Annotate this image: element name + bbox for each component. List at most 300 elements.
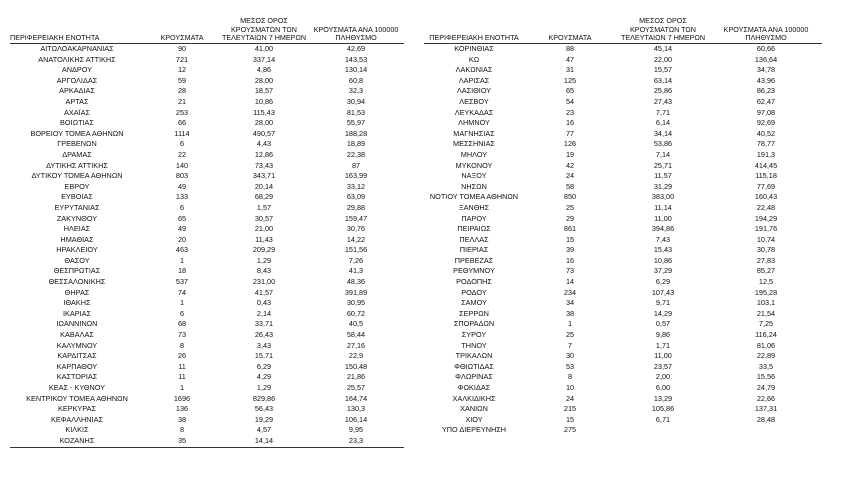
cell-7day-average: 2,14	[256, 308, 272, 318]
table-row	[10, 150, 404, 161]
cell-cases: 47	[565, 54, 575, 64]
cell-cases-per-100k: 41,3	[348, 266, 364, 276]
cell-7day-average: 337,14	[252, 54, 276, 64]
cell-7day-average: 73,43	[254, 160, 274, 170]
cell-cases-per-100k: 21,54	[756, 308, 776, 318]
cell-7day-average: 25,86	[653, 86, 673, 96]
cell-cases: 16	[565, 118, 575, 128]
header-cases-per-100k: ΚΡΟΥΣΜΑΤΑ ΑΝΑ 100000 ΠΛΗΘΥΣΜΟ	[723, 24, 809, 42]
cell-cases: 38	[565, 308, 575, 318]
cell-cases-per-100k: 33,5	[758, 361, 774, 371]
cell-regional-unit: ΚΑΡΠΑΘΟΥ	[56, 361, 98, 371]
cell-regional-unit: ΣΠΟΡΑΔΩΝ	[453, 319, 495, 329]
cell-regional-unit: ΚΕΝΤΡΙΚΟΥ ΤΟΜΕΑ ΑΘΗΝΩΝ	[26, 393, 128, 403]
cell-regional-unit: ΓΡΕΒΕΝΩΝ	[57, 139, 97, 149]
cell-7day-average: 6,29	[655, 277, 671, 287]
cell-7day-average: 27,43	[653, 96, 673, 106]
table-row	[424, 192, 822, 203]
cell-cases: 26	[177, 351, 187, 361]
cell-cases: 49	[177, 181, 187, 191]
cell-7day-average: 4,29	[256, 372, 272, 382]
cell-cases: 24	[565, 171, 575, 181]
cell-cases-per-100k: 130,3	[346, 404, 366, 414]
cell-7day-average: 68,29	[254, 192, 274, 202]
cell-cases: 1	[179, 298, 185, 308]
table-row	[10, 76, 404, 87]
cell-7day-average: 26,43	[254, 330, 274, 340]
cell-7day-average: 10,86	[254, 96, 274, 106]
cell-7day-average: 6,14	[655, 118, 671, 128]
cell-cases: 21	[177, 96, 187, 106]
table-row	[10, 288, 404, 299]
cell-cases-per-100k: 106,14	[344, 414, 368, 424]
cell-7day-average: 45,14	[653, 44, 673, 53]
cell-cases-per-100k: 137,31	[754, 404, 778, 414]
cell-regional-unit: ΛΑΚΩΝΙΑΣ	[455, 65, 493, 75]
cell-cases: 38	[177, 414, 187, 424]
cell-7day-average: 2,00	[655, 372, 671, 382]
cell-regional-unit: ΑΡΤΑΣ	[65, 96, 89, 106]
cell-regional-unit: ΠΕΛΛΑΣ	[459, 234, 489, 244]
table-row	[424, 288, 822, 299]
cell-cases-per-100k: 77,69	[756, 181, 776, 191]
cell-cases: 18	[177, 266, 187, 276]
cell-cases: 77	[565, 128, 575, 138]
table-row	[424, 404, 822, 415]
cell-regional-unit: ΑΡΚΑΔΙΑΣ	[59, 86, 95, 96]
header-cases: ΚΡΟΥΣΜΑΤΑ	[160, 32, 204, 42]
cell-cases-per-100k: 30,95	[346, 298, 366, 308]
cell-cases: 8	[179, 425, 185, 435]
cell-cases: 15	[565, 234, 575, 244]
cell-regional-unit: ΜΥΚΟΝΟΥ	[455, 160, 493, 170]
cell-cases-per-100k: 60,8	[348, 75, 364, 85]
cell-regional-unit: ΚΑΡΔΙΤΣΑΣ	[57, 351, 97, 361]
cell-7day-average: 6,71	[655, 414, 671, 424]
cell-regional-unit: ΡΟΔΟΠΗΣ	[456, 277, 492, 287]
cell-cases-per-100k: 188,28	[344, 128, 368, 138]
cell-regional-unit: ΗΛΕΙΑΣ	[63, 224, 91, 234]
cell-cases: 16	[565, 255, 575, 265]
cell-regional-unit: ΑΙΤΩΛΟΑΚΑΡΝΑΝΙΑΣ	[40, 44, 114, 53]
cell-7day-average: 1,29	[256, 255, 272, 265]
cell-cases-per-100k: 30,76	[346, 224, 366, 234]
cell-cases-per-100k: 55,97	[346, 118, 366, 128]
header-7day-average: ΜΕΣΟΣ ΟΡΟΣ ΚΡΟΥΣΜΑΤΩΝ ΤΩΝ ΤΕΛΕΥΤΑΙΩΝ 7 ΗΜΕΡΩΝ	[620, 16, 706, 42]
cell-7day-average: 115,43	[253, 107, 275, 117]
table-row	[424, 362, 822, 373]
table-row	[424, 425, 822, 436]
table-row	[10, 341, 404, 352]
table-row	[424, 394, 822, 405]
cell-regional-unit: ΠΡΕΒΕΖΑΣ	[454, 255, 494, 265]
cell-regional-unit: ΚΑΛΥΜΝΟΥ	[56, 340, 98, 350]
cell-regional-unit: ΚΑΣΤΟΡΙΑΣ	[56, 372, 98, 382]
cell-7day-average: 3,43	[256, 340, 272, 350]
cell-cases-per-100k: 40,52	[756, 128, 776, 138]
cell-cases-per-100k: 63,09	[346, 192, 366, 202]
cell-cases: 11	[178, 361, 186, 371]
cell-7day-average: 11,14	[654, 202, 672, 212]
cell-cases-per-100k: 143,53	[344, 54, 368, 64]
cell-regional-unit: ΙΘΑΚΗΣ	[63, 298, 91, 308]
cell-cases-per-100k: 78,77	[756, 139, 776, 149]
cell-cases: 215	[563, 404, 577, 414]
cell-cases-per-100k: 40,5	[348, 319, 364, 329]
cell-cases: 25	[565, 330, 575, 340]
table-row	[10, 192, 404, 203]
cell-cases: 88	[565, 44, 575, 53]
cell-cases: 65	[177, 213, 187, 223]
cell-cases: 1114	[174, 128, 190, 138]
cell-regional-unit: ΣΑΜΟΥ	[461, 298, 487, 308]
cell-regional-unit: ΚΕΑΣ - ΚΥΘΝΟΥ	[48, 383, 106, 392]
table-row	[10, 55, 404, 66]
cell-cases-per-100k: 159,47	[344, 213, 368, 223]
table-row	[424, 298, 822, 309]
cell-regional-unit: ΔΥΤΙΚΟΥ ΤΟΜΕΑ ΑΘΗΝΩΝ	[31, 171, 123, 181]
cell-7day-average: 0,43	[256, 298, 272, 308]
cell-regional-unit: ΙΚΑΡΙΑΣ	[62, 308, 92, 318]
cell-cases-per-100k: 43,96	[756, 75, 776, 85]
cell-7day-average: 10,86	[653, 255, 673, 265]
cell-7day-average: 33,71	[254, 319, 274, 329]
cell-cases-per-100k: 115,18	[755, 171, 777, 181]
table-row	[10, 404, 404, 415]
table-row	[10, 129, 404, 140]
cell-regional-unit: ΚΩ	[468, 54, 480, 64]
cell-cases: 73	[177, 330, 187, 340]
cell-7day-average: 19,29	[254, 414, 274, 424]
table-row	[10, 118, 404, 129]
cell-regional-unit: ΞΑΝΘΗΣ	[458, 202, 490, 212]
cell-cases-per-100k: 86,23	[756, 86, 776, 96]
table-row	[10, 266, 404, 277]
cell-cases-per-100k: 60,66	[756, 44, 776, 53]
cell-regional-unit: ΔΡΑΜΑΣ	[62, 149, 92, 159]
cell-cases: 8	[179, 340, 185, 350]
cell-regional-unit: ΡΕΘΥΜΝΟΥ	[453, 266, 495, 276]
table-row	[424, 224, 822, 235]
cell-cases-per-100k: 7,26	[348, 255, 364, 265]
table-row	[424, 415, 822, 426]
cell-regional-unit: ΘΗΡΑΣ	[64, 287, 90, 297]
table-row	[10, 224, 404, 235]
cell-regional-unit: ΣΥΡΟΥ	[461, 330, 487, 340]
cell-cases-per-100k: 391,89	[344, 287, 368, 297]
cell-7day-average: 63,14	[653, 75, 673, 85]
cell-regional-unit: ΠΕΙΡΑΙΩΣ	[457, 224, 491, 234]
header-7day-average: ΜΕΣΟΣ ΟΡΟΣ ΚΡΟΥΣΜΑΤΩΝ ΤΩΝ ΤΕΛΕΥΤΑΙΩΝ 7 ΗΜΕΡΩΝ	[221, 16, 307, 42]
table-row	[10, 330, 404, 341]
table-row	[10, 415, 404, 426]
cell-7day-average: 4,43	[256, 139, 272, 149]
cell-7day-average: 13,29	[653, 393, 673, 403]
cell-cases-per-100k: 30,78	[756, 245, 776, 255]
table-row	[10, 425, 404, 436]
cell-regional-unit: ΚΙΛΚΙΣ	[65, 425, 89, 435]
cell-7day-average: 41,57	[254, 287, 274, 297]
table-header	[424, 14, 822, 44]
cell-cases-per-100k: 30,94	[346, 96, 366, 106]
table-row	[424, 97, 822, 108]
cell-cases-per-100k: 22,89	[756, 351, 776, 361]
cell-cases: 30	[565, 351, 575, 361]
table-row	[10, 97, 404, 108]
cell-7day-average: 4,57	[256, 425, 272, 435]
left-cases-table	[10, 14, 404, 448]
table-row	[424, 76, 822, 87]
table-body	[10, 44, 404, 447]
cell-cases-per-100k: 191,76	[754, 224, 778, 234]
table-row	[10, 171, 404, 182]
cell-regional-unit: ΡΟΔΟΥ	[461, 287, 487, 297]
cell-cases: 136	[175, 404, 189, 414]
cell-cases: 34	[565, 298, 575, 308]
table-row	[424, 256, 822, 267]
table-row	[10, 383, 404, 394]
table-row	[10, 256, 404, 267]
cell-7day-average: 4,86	[256, 65, 272, 75]
cell-regional-unit: ΒΟΙΩΤΙΑΣ	[60, 118, 94, 128]
cell-7day-average: 394,86	[651, 224, 675, 234]
cell-cases-per-100k: 92,69	[756, 118, 776, 128]
cell-regional-unit: ΕΥΡΥΤΑΝΙΑΣ	[54, 202, 100, 212]
header-regional-unit: ΠΕΡΙΦΕΡΕΙΑΚΗ ΕΝΟΤΗΤΑ	[429, 32, 519, 42]
table-row	[424, 118, 822, 129]
table-row	[424, 108, 822, 119]
cell-regional-unit: ΛΑΣΙΘΙΟΥ	[456, 86, 492, 96]
cell-regional-unit: ΚΕΦΑΛΛΗΝΙΑΣ	[51, 414, 103, 424]
cell-cases: 28	[177, 86, 187, 96]
cell-7day-average: 383,00	[651, 192, 675, 202]
cell-cases-per-100k: 85,27	[756, 266, 776, 276]
cell-regional-unit: ΑΧΑΪΑΣ	[63, 107, 90, 117]
cell-cases-per-100k: 136,64	[754, 54, 778, 64]
cell-cases-per-100k: 151,56	[344, 245, 368, 255]
cell-cases-per-100k: 34,78	[756, 65, 776, 75]
cell-cases-per-100k: 191,3	[756, 149, 776, 159]
table-row	[424, 55, 822, 66]
cell-regional-unit: ΚΕΡΚΥΡΑΣ	[57, 404, 97, 414]
table-row	[10, 139, 404, 150]
cell-regional-unit: ΖΑΚΥΝΘΟΥ	[56, 213, 98, 223]
cell-cases-per-100k: 27,83	[756, 255, 776, 265]
cell-cases-per-100k: 60,72	[346, 308, 366, 318]
table-row	[424, 65, 822, 76]
cell-regional-unit: ΑΝΔΡΟΥ	[61, 65, 93, 75]
cell-7day-average: 22,00	[653, 54, 673, 64]
cell-cases: 6	[179, 139, 185, 149]
cell-cases: 39	[565, 245, 575, 255]
table-row	[10, 235, 404, 246]
table-row	[10, 298, 404, 309]
cell-cases: 29	[565, 213, 575, 223]
cell-regional-unit: ΘΕΣΠΡΩΤΙΑΣ	[53, 266, 101, 276]
right-cases-table	[424, 14, 822, 436]
cell-cases: 463	[175, 245, 189, 255]
cell-regional-unit: ΕΒΡΟΥ	[64, 181, 90, 191]
cell-regional-unit: ΛΕΣΒΟΥ	[459, 96, 489, 106]
cell-7day-average: 20,14	[254, 181, 274, 191]
table-body	[424, 44, 822, 436]
cell-regional-unit: ΠΙΕΡΙΑΣ	[459, 245, 489, 255]
cell-7day-average: 28,00	[254, 118, 274, 128]
table-row	[424, 372, 822, 383]
cell-7day-average: 343,71	[252, 171, 276, 181]
table-row	[10, 309, 404, 320]
cell-cases: 125	[563, 75, 577, 85]
table-row	[10, 44, 404, 55]
table-row	[10, 203, 404, 214]
cell-cases: 25	[565, 202, 575, 212]
cell-cases: 49	[177, 224, 187, 234]
cell-regional-unit: ΧΙΟΥ	[465, 414, 483, 424]
cell-7day-average: 8,43	[256, 266, 272, 276]
cell-cases: 133	[175, 192, 189, 202]
cell-7day-average: 30,57	[254, 213, 274, 223]
cell-regional-unit: ΝΟΤΙΟΥ ΤΟΜΕΑ ΑΘΗΝΩΝ	[429, 192, 519, 202]
cell-cases: 10	[565, 383, 575, 392]
table-header	[10, 14, 404, 44]
cell-cases-per-100k: 29,88	[346, 202, 366, 212]
cell-cases: 42	[565, 160, 575, 170]
table-row	[424, 44, 822, 55]
cell-cases: 1	[179, 383, 185, 392]
cell-cases-per-100k: 24,79	[756, 383, 776, 392]
cell-cases-per-100k: 58,44	[346, 330, 366, 340]
cell-cases-per-100k: 163,99	[344, 171, 368, 181]
cell-7day-average: 14,29	[653, 308, 673, 318]
cell-7day-average: 28,00	[254, 75, 274, 85]
cell-7day-average: 12,86	[254, 149, 274, 159]
cell-cases-per-100k: 160,43	[754, 192, 778, 202]
cell-7day-average: 18,57	[254, 86, 274, 96]
cell-regional-unit: ΜΕΣΣΗΝΙΑΣ	[453, 139, 495, 149]
cell-7day-average: 6,29	[256, 361, 272, 371]
cell-regional-unit: ΝΗΣΩΝ	[461, 181, 487, 191]
cell-regional-unit: ΧΑΛΚΙΔΙΚΗΣ	[452, 393, 496, 403]
cell-7day-average: 34,14	[653, 128, 673, 138]
cell-7day-average: 11,00	[654, 351, 672, 361]
cell-cases-per-100k: 18,89	[346, 139, 366, 149]
table-row	[10, 394, 404, 405]
cell-7day-average: 15,57	[653, 65, 673, 75]
table-row	[424, 86, 822, 97]
cell-cases-per-100k: 7,25	[758, 319, 774, 329]
cell-7day-average: 7,43	[655, 234, 671, 244]
cell-cases-per-100k: 9,95	[348, 425, 364, 435]
cell-cases: 1	[567, 319, 573, 329]
table-row	[424, 319, 822, 330]
cell-regional-unit: ΦΩΚΙΔΑΣ	[457, 383, 491, 392]
cell-regional-unit: ΜΑΓΝΗΣΙΑΣ	[453, 128, 495, 138]
cell-7day-average: 7,71	[655, 107, 671, 117]
table-bottom-rule	[10, 447, 404, 448]
cell-cases-per-100k: 12,5	[758, 277, 774, 287]
cell-7day-average: 7,14	[655, 149, 671, 159]
table-row	[10, 436, 404, 447]
table-row	[424, 351, 822, 362]
cell-cases-per-100k: 32,3	[348, 86, 364, 96]
cell-cases: 11	[178, 372, 186, 382]
cell-cases-per-100k: 22,38	[346, 149, 366, 159]
cell-cases: 126	[563, 139, 577, 149]
cell-cases: 7	[567, 340, 573, 350]
table-row	[424, 330, 822, 341]
cell-cases: 53	[565, 361, 575, 371]
table-row	[10, 362, 404, 373]
cell-7day-average: 15,71	[254, 351, 274, 361]
cell-cases-per-100k: 25,57	[346, 383, 366, 392]
cell-cases: 861	[563, 224, 577, 234]
table-row	[424, 150, 822, 161]
cell-cases: 6	[179, 308, 185, 318]
cell-regional-unit: ΘΕΣΣΑΛΟΝΙΚΗΣ	[48, 277, 106, 287]
cell-cases: 15	[565, 414, 575, 424]
cell-cases: 1	[179, 255, 185, 265]
cell-regional-unit: ΥΠΟ ΔΙΕΡΕΥΝΗΣΗ	[441, 425, 507, 435]
cell-cases-per-100k: 62,47	[756, 96, 776, 106]
cell-7day-average: 6,00	[655, 383, 671, 392]
table-row	[424, 161, 822, 172]
cell-cases: 721	[175, 54, 189, 64]
cell-regional-unit: ΛΗΜΝΟΥ	[458, 118, 490, 128]
cell-regional-unit: ΙΩΑΝΝΙΝΩΝ	[56, 319, 98, 329]
table-row	[424, 266, 822, 277]
table-row	[424, 245, 822, 256]
table-row	[10, 108, 404, 119]
table-row	[424, 214, 822, 225]
cell-7day-average: 37,29	[653, 266, 673, 276]
cell-cases-per-100k: 130,14	[344, 65, 368, 75]
table-row	[10, 86, 404, 97]
table-row	[424, 383, 822, 394]
header-cases-per-100k: ΚΡΟΥΣΜΑΤΑ ΑΝΑ 100000 ΠΛΗΘΥΣΜΟ	[313, 24, 399, 42]
cell-cases: 54	[565, 96, 575, 106]
cell-cases: 58	[565, 181, 575, 191]
header-regional-unit: ΠΕΡΙΦΕΡΕΙΑΚΗ ΕΝΟΤΗΤΑ	[10, 32, 100, 42]
table-row	[424, 277, 822, 288]
cell-cases-per-100k: 22,9	[348, 351, 364, 361]
cell-cases: 537	[175, 277, 189, 287]
cell-cases-per-100k: 14,22	[346, 234, 366, 244]
cell-cases: 1696	[173, 393, 191, 403]
cell-cases-per-100k: 87	[351, 160, 361, 170]
cell-cases-per-100k: 116,24	[755, 330, 777, 340]
cell-7day-average: 1,57	[256, 202, 272, 212]
cell-7day-average: 25,71	[653, 160, 673, 170]
table-row	[10, 372, 404, 383]
cell-cases-per-100k: 103,1	[756, 298, 776, 308]
table-row	[10, 351, 404, 362]
cell-cases: 12	[177, 65, 187, 75]
table-row	[424, 235, 822, 246]
cell-cases-per-100k: 27,16	[346, 340, 366, 350]
cell-7day-average: 9,86	[655, 330, 671, 340]
cell-regional-unit: ΜΗΛΟΥ	[460, 149, 488, 159]
cell-cases-per-100k: 23,3	[348, 435, 364, 445]
cell-cases: 14	[565, 277, 575, 287]
cell-cases: 31	[565, 65, 575, 75]
cell-7day-average: 23,57	[653, 361, 673, 371]
cell-regional-unit: ΚΟΖΑΝΗΣ	[59, 435, 95, 445]
cell-cases-per-100k: 33,12	[346, 181, 366, 191]
cell-7day-average: 11,57	[654, 171, 672, 181]
cell-7day-average: 105,86	[651, 404, 675, 414]
cell-cases: 850	[563, 192, 577, 202]
table-row	[424, 341, 822, 352]
